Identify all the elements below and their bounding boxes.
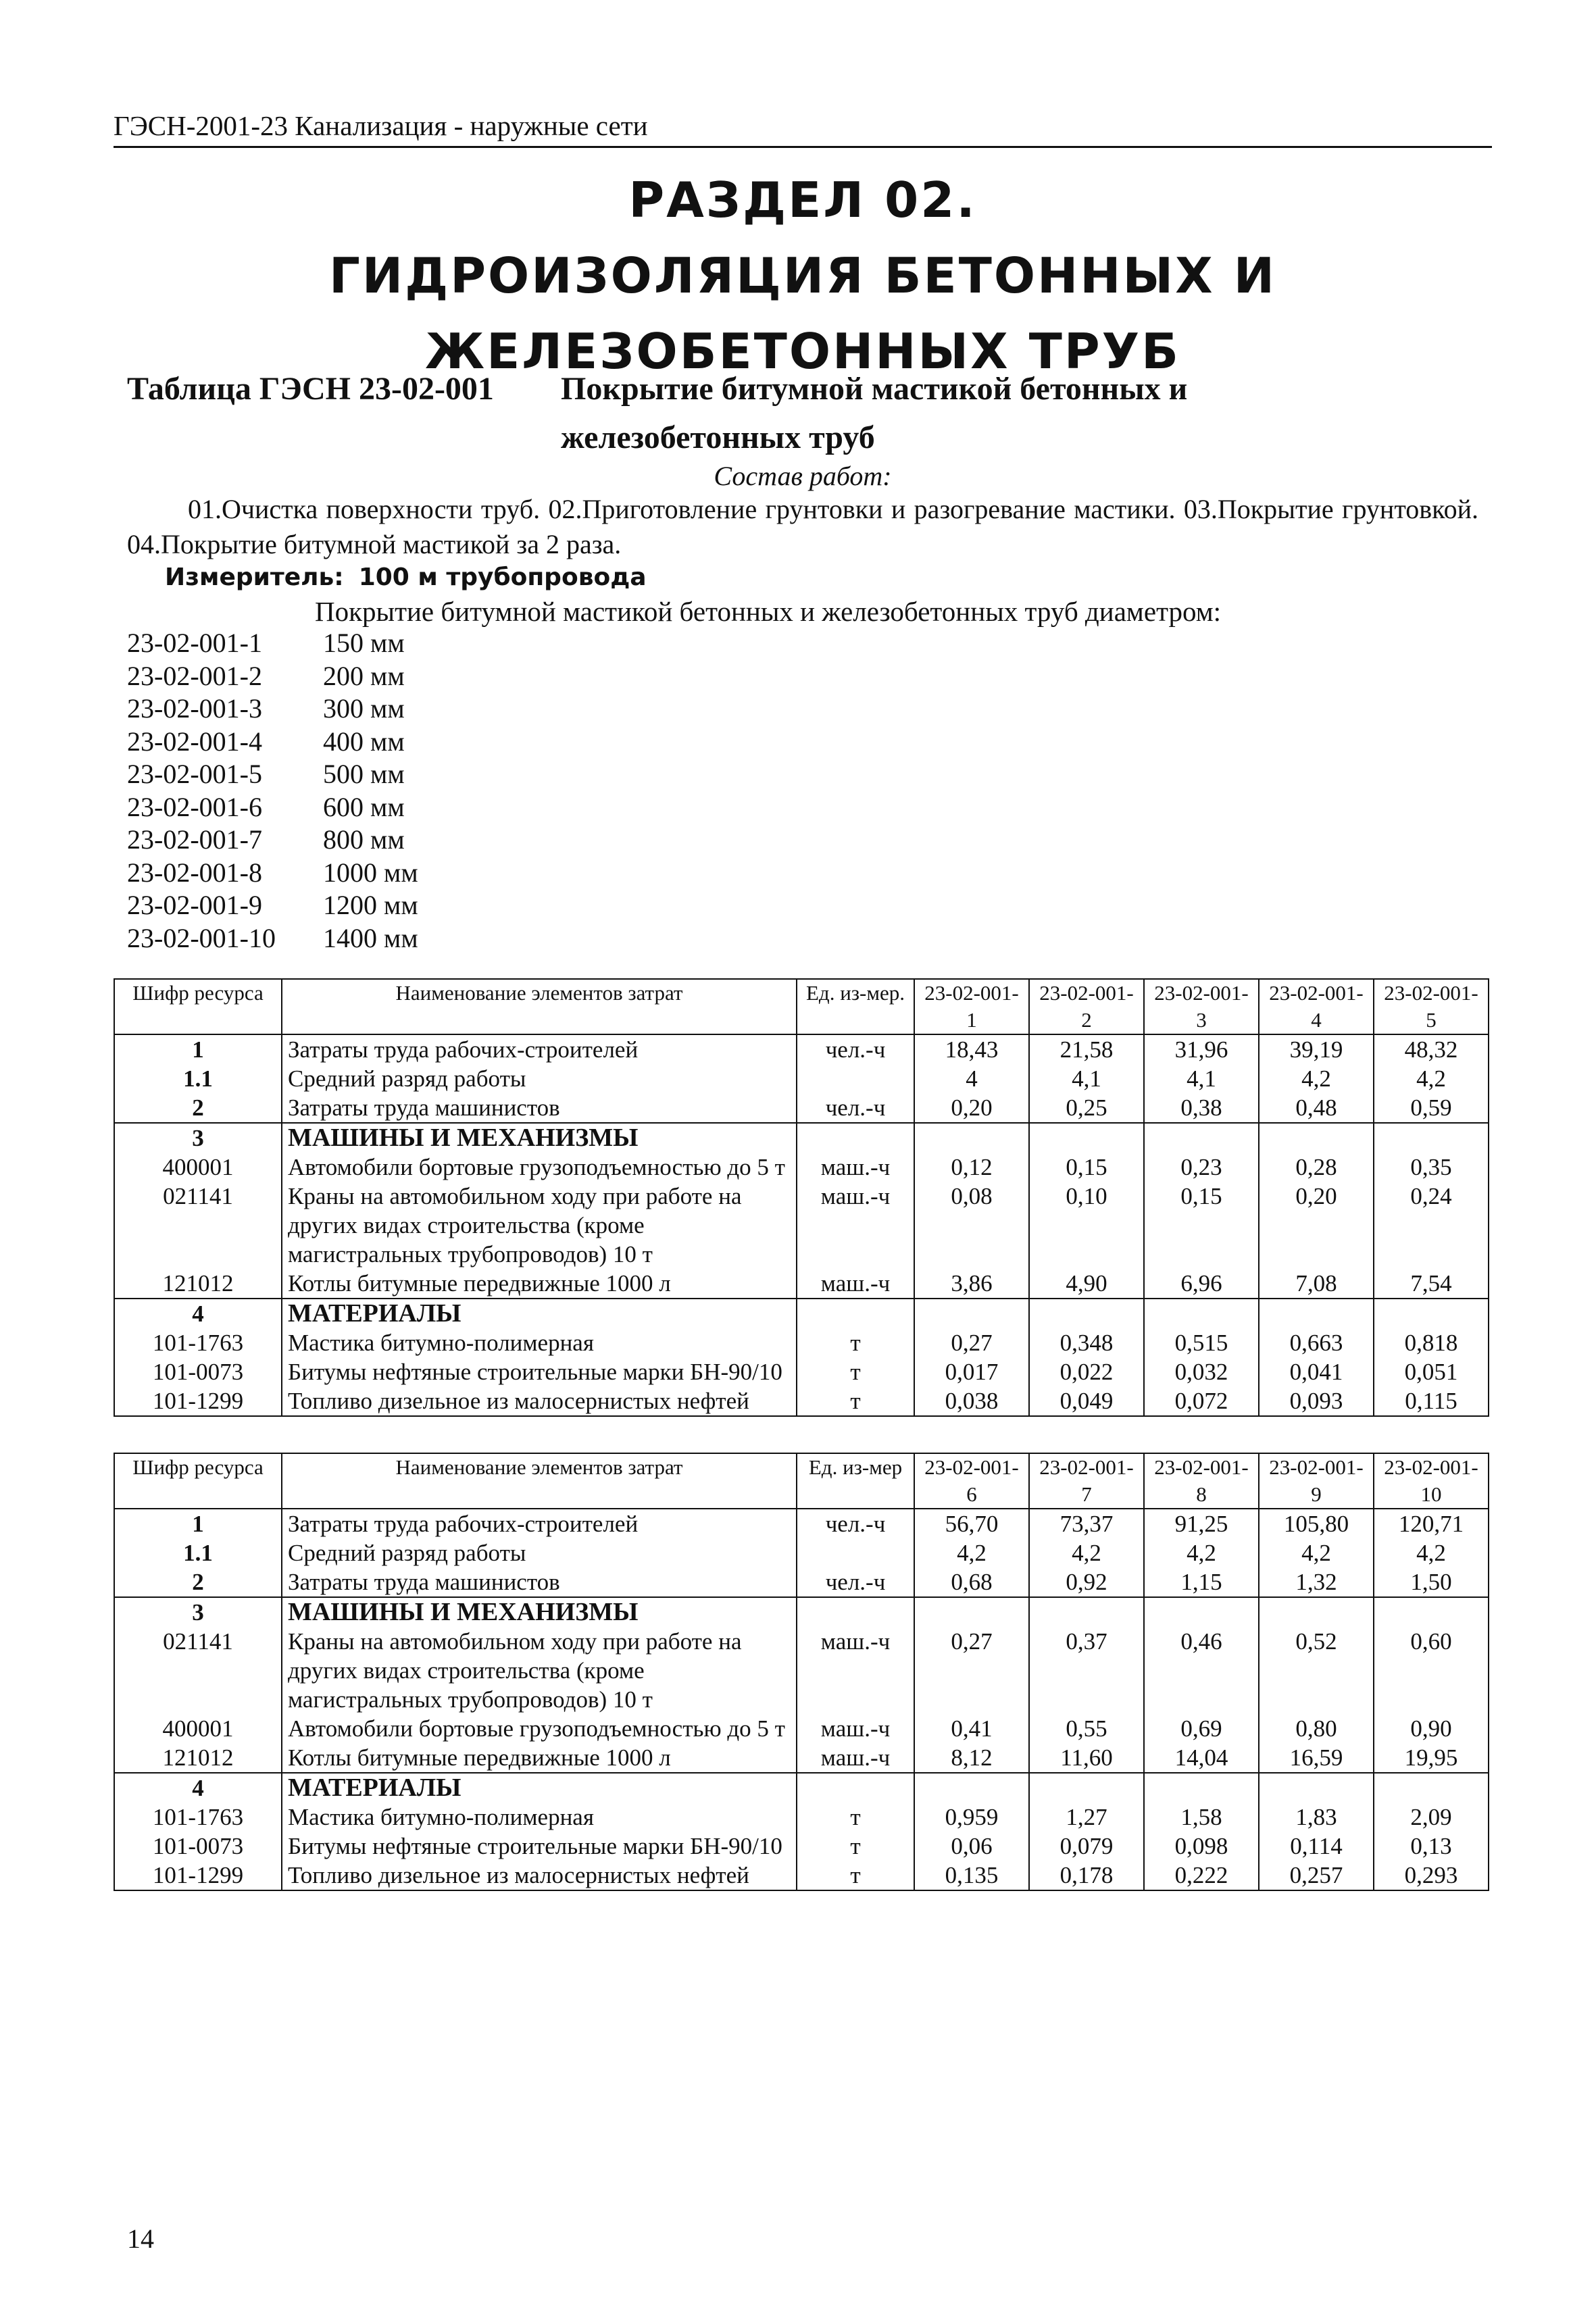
unit-of-measure: маш.-ч bbox=[797, 1182, 914, 1269]
table-row bbox=[114, 1627, 1489, 1714]
norm-value: 11,60 bbox=[1029, 1743, 1144, 1773]
norm-diameter: 150 мм bbox=[323, 628, 405, 658]
column-header: Наименование элементов затрат bbox=[282, 979, 797, 1034]
cost-element-name: МАШИНЫ И МЕХАНИЗМЫ bbox=[282, 1597, 797, 1627]
unit-of-measure bbox=[797, 1538, 914, 1567]
norm-value bbox=[1259, 1123, 1374, 1153]
table-row bbox=[114, 1743, 1489, 1773]
norm-value: 1,58 bbox=[1144, 1803, 1259, 1832]
norm-value: 0,222 bbox=[1144, 1861, 1259, 1890]
section-title-line: ГИДРОИЗОЛЯЦИЯ БЕТОННЫХ И bbox=[329, 247, 1276, 304]
unit-of-measure: т bbox=[797, 1357, 914, 1386]
norm-value: 105,80 bbox=[1259, 1509, 1374, 1538]
table-row bbox=[114, 1034, 1489, 1064]
norm-value: 0,24 bbox=[1374, 1182, 1489, 1269]
norm-value bbox=[1144, 1123, 1259, 1153]
resource-code: 4 bbox=[114, 1299, 282, 1328]
norm-value: 0,90 bbox=[1374, 1714, 1489, 1743]
norm-value bbox=[1029, 1597, 1144, 1627]
norm-value: 0,818 bbox=[1374, 1328, 1489, 1357]
norm-code: 23-02-001-9 bbox=[127, 890, 262, 920]
cost-element-name: Автомобили бортовые грузоподъемностью до 5 т bbox=[282, 1714, 797, 1743]
table-row bbox=[114, 1509, 1489, 1538]
cost-element-name: Затраты труда машинистов bbox=[282, 1567, 797, 1597]
cost-element-name: Средний разряд работы bbox=[282, 1064, 797, 1093]
unit-of-measure: маш.-ч bbox=[797, 1743, 914, 1773]
resource-code: 400001 bbox=[114, 1153, 282, 1182]
norm-value: 0,15 bbox=[1144, 1182, 1259, 1269]
table-row bbox=[114, 1861, 1489, 1890]
norm-value: 0,28 bbox=[1259, 1153, 1374, 1182]
norm-value bbox=[1259, 1299, 1374, 1328]
cost-element-name: Затраты труда машинистов bbox=[282, 1093, 797, 1123]
resource-table-1 bbox=[114, 978, 1489, 1417]
norm-value bbox=[1374, 1773, 1489, 1803]
norm-value: 0,038 bbox=[914, 1386, 1029, 1416]
resource-table-2 bbox=[114, 1453, 1489, 1891]
norm-value: 0,20 bbox=[1259, 1182, 1374, 1269]
composition-text: 01.Очистка поверхности труб. 02.Приготовление грунтовки и разогревание мастики. 03.Покрытие грунтовкой. 04.Покрытие битумной мастикой за 2 раза. bbox=[127, 494, 1478, 559]
running-header: ГЭСН-2001-23 Канализация - наружные сети bbox=[114, 108, 1492, 148]
section-title-line: РАЗДЕЛ 02. bbox=[628, 172, 977, 228]
unit-of-measure: т bbox=[797, 1386, 914, 1416]
norm-diameter: 500 мм bbox=[323, 759, 405, 789]
unit-of-measure bbox=[797, 1299, 914, 1328]
table-row bbox=[114, 1123, 1489, 1153]
column-header: 23-02-001-6 bbox=[914, 1453, 1029, 1509]
resource-code: 101-1763 bbox=[114, 1328, 282, 1357]
table-row bbox=[114, 1567, 1489, 1597]
norm-value: 0,48 bbox=[1259, 1093, 1374, 1123]
table-row bbox=[114, 1093, 1489, 1123]
norm-value: 6,96 bbox=[1144, 1269, 1259, 1299]
norm-diameter: 1200 мм bbox=[323, 890, 418, 920]
resource-code: 3 bbox=[114, 1597, 282, 1627]
norm-value: 0,27 bbox=[914, 1627, 1029, 1714]
norm-value bbox=[1259, 1773, 1374, 1803]
norm-value: 0,20 bbox=[914, 1093, 1029, 1123]
norm-value: 0,293 bbox=[1374, 1861, 1489, 1890]
norm-value: 0,10 bbox=[1029, 1182, 1144, 1269]
norm-value: 4,2 bbox=[1374, 1538, 1489, 1567]
column-header: 23-02-001-9 bbox=[1259, 1453, 1374, 1509]
norm-code: 23-02-001-5 bbox=[127, 759, 262, 789]
unit-of-measure: маш.-ч bbox=[797, 1627, 914, 1714]
table-row bbox=[114, 1386, 1489, 1416]
norm-code: 23-02-001-3 bbox=[127, 693, 262, 724]
cost-element-name: Затраты труда рабочих-строителей bbox=[282, 1034, 797, 1064]
resource-code: 1 bbox=[114, 1034, 282, 1064]
unit-of-measure bbox=[797, 1123, 914, 1153]
coverage-title: Покрытие битумной мастикой бетонных и железобетонных труб диаметром: bbox=[315, 596, 1222, 627]
unit-of-measure: т bbox=[797, 1803, 914, 1832]
cost-element-name: Топливо дизельное из малосернистых нефтей bbox=[282, 1386, 797, 1416]
meter-label: Измеритель: bbox=[165, 563, 344, 591]
norm-value: 4 bbox=[914, 1064, 1029, 1093]
norm-value: 0,38 bbox=[1144, 1093, 1259, 1123]
norm-value: 0,55 bbox=[1029, 1714, 1144, 1743]
unit-of-measure bbox=[797, 1773, 914, 1803]
norm-value bbox=[914, 1597, 1029, 1627]
norm-value: 0,27 bbox=[914, 1328, 1029, 1357]
unit-of-measure: маш.-ч bbox=[797, 1714, 914, 1743]
resource-code: 021141 bbox=[114, 1627, 282, 1714]
norm-diameter: 1400 мм bbox=[323, 922, 418, 953]
norm-code: 23-02-001-7 bbox=[127, 824, 262, 855]
unit-of-measure: т bbox=[797, 1832, 914, 1861]
resource-code: 021141 bbox=[114, 1182, 282, 1269]
norm-value bbox=[1144, 1299, 1259, 1328]
unit-of-measure bbox=[797, 1597, 914, 1627]
norm-value: 91,25 bbox=[1144, 1509, 1259, 1538]
column-header: 23-02-001-5 bbox=[1374, 979, 1489, 1034]
cost-element-name: Мастика битумно-полимерная bbox=[282, 1803, 797, 1832]
norm-diameter: 400 мм bbox=[323, 726, 405, 757]
norm-value: 4,1 bbox=[1029, 1064, 1144, 1093]
norm-value: 0,52 bbox=[1259, 1627, 1374, 1714]
norm-value: 21,58 bbox=[1029, 1034, 1144, 1064]
column-header: 23-02-001-4 bbox=[1259, 979, 1374, 1034]
norm-value bbox=[1029, 1299, 1144, 1328]
unit-of-measure: т bbox=[797, 1861, 914, 1890]
norm-value bbox=[1374, 1597, 1489, 1627]
norm-value bbox=[1029, 1773, 1144, 1803]
resource-code: 1 bbox=[114, 1509, 282, 1538]
norm-value: 0,079 bbox=[1029, 1832, 1144, 1861]
norm-value: 1,50 bbox=[1374, 1567, 1489, 1597]
resource-code: 101-1299 bbox=[114, 1386, 282, 1416]
resource-code: 101-0073 bbox=[114, 1357, 282, 1386]
norm-value: 0,37 bbox=[1029, 1627, 1144, 1714]
cost-element-name: Автомобили бортовые грузоподъемностью до 5 т bbox=[282, 1153, 797, 1182]
norm-value: 0,049 bbox=[1029, 1386, 1144, 1416]
column-header: 23-02-001-10 bbox=[1374, 1453, 1489, 1509]
unit-of-measure: т bbox=[797, 1328, 914, 1357]
norm-value: 0,098 bbox=[1144, 1832, 1259, 1861]
norm-value: 8,12 bbox=[914, 1743, 1029, 1773]
resource-code: 121012 bbox=[114, 1743, 282, 1773]
cost-element-name: Битумы нефтяные строительные марки БН-90/10 bbox=[282, 1357, 797, 1386]
norm-value: 0,08 bbox=[914, 1182, 1029, 1269]
table-row bbox=[114, 1538, 1489, 1567]
table-row bbox=[114, 1597, 1489, 1627]
resource-code: 4 bbox=[114, 1773, 282, 1803]
table-row bbox=[114, 1328, 1489, 1357]
section-title-line: ЖЕЛЕЗОБЕТОННЫХ ТРУБ bbox=[424, 323, 1180, 380]
norm-value: 48,32 bbox=[1374, 1034, 1489, 1064]
norm-value: 0,072 bbox=[1144, 1386, 1259, 1416]
norm-value: 0,60 bbox=[1374, 1627, 1489, 1714]
column-header: Наименование элементов затрат bbox=[282, 1453, 797, 1509]
column-header: 23-02-001-7 bbox=[1029, 1453, 1144, 1509]
norm-value: 18,43 bbox=[914, 1034, 1029, 1064]
norm-diameter: 200 мм bbox=[323, 660, 405, 691]
resource-code: 1.1 bbox=[114, 1538, 282, 1567]
unit-of-measure bbox=[797, 1064, 914, 1093]
norm-value: 19,95 bbox=[1374, 1743, 1489, 1773]
norm-diameter: 800 мм bbox=[323, 824, 405, 855]
table-row bbox=[114, 1064, 1489, 1093]
table-caption-title-line: железобетонных труб bbox=[561, 420, 875, 455]
norm-value: 0,022 bbox=[1029, 1357, 1144, 1386]
norm-value: 73,37 bbox=[1029, 1509, 1144, 1538]
norm-value bbox=[1144, 1597, 1259, 1627]
resource-code: 2 bbox=[114, 1093, 282, 1123]
norm-value: 0,25 bbox=[1029, 1093, 1144, 1123]
norm-value: 4,2 bbox=[1144, 1538, 1259, 1567]
cost-element-name: Краны на автомобильном ходу при работе на других видах строительства (кроме магистральных трубопроводов) 10 т bbox=[282, 1627, 797, 1714]
unit-of-measure: чел.-ч bbox=[797, 1093, 914, 1123]
norm-value: 14,04 bbox=[1144, 1743, 1259, 1773]
meter bbox=[165, 561, 662, 595]
column-header: Ед. из-мер bbox=[797, 1453, 914, 1509]
norm-value: 0,80 bbox=[1259, 1714, 1374, 1743]
table-row bbox=[114, 1357, 1489, 1386]
table-caption-label: Таблица ГЭСН 23-02-001 bbox=[127, 371, 494, 407]
norm-value: 4,2 bbox=[1259, 1064, 1374, 1093]
cost-element-name: МАШИНЫ И МЕХАНИЗМЫ bbox=[282, 1123, 797, 1153]
norm-value: 0,115 bbox=[1374, 1386, 1489, 1416]
resource-code: 101-0073 bbox=[114, 1832, 282, 1861]
norm-value: 0,178 bbox=[1029, 1861, 1144, 1890]
norm-value: 0,06 bbox=[914, 1832, 1029, 1861]
resource-code: 121012 bbox=[114, 1269, 282, 1299]
table-row bbox=[114, 1153, 1489, 1182]
norm-value: 2,09 bbox=[1374, 1803, 1489, 1832]
norm-value: 0,135 bbox=[914, 1861, 1029, 1890]
cost-element-name: Мастика битумно-полимерная bbox=[282, 1328, 797, 1357]
norm-value: 4,1 bbox=[1144, 1064, 1259, 1093]
cost-element-name: Затраты труда рабочих-строителей bbox=[282, 1509, 797, 1538]
norm-value bbox=[1259, 1597, 1374, 1627]
norm-value: 1,83 bbox=[1259, 1803, 1374, 1832]
norm-value: 0,257 bbox=[1259, 1861, 1374, 1890]
norm-code: 23-02-001-2 bbox=[127, 660, 262, 691]
norm-value: 0,017 bbox=[914, 1357, 1029, 1386]
norm-value: 0,15 bbox=[1029, 1153, 1144, 1182]
norm-value: 16,59 bbox=[1259, 1743, 1374, 1773]
norm-value bbox=[1374, 1299, 1489, 1328]
table-row bbox=[114, 1803, 1489, 1832]
norm-value: 0,69 bbox=[1144, 1714, 1259, 1743]
cost-element-name: Средний разряд работы bbox=[282, 1538, 797, 1567]
column-header: Шифр ресурса bbox=[114, 1453, 282, 1509]
norm-diameter: 600 мм bbox=[323, 791, 405, 822]
norm-code: 23-02-001-1 bbox=[127, 628, 262, 658]
cost-element-name: МАТЕРИАЛЫ bbox=[282, 1299, 797, 1328]
column-header: 23-02-001-2 bbox=[1029, 979, 1144, 1034]
norm-value: 0,59 bbox=[1374, 1093, 1489, 1123]
norm-value: 0,114 bbox=[1259, 1832, 1374, 1861]
norm-value bbox=[914, 1299, 1029, 1328]
column-header: Шифр ресурса bbox=[114, 979, 282, 1034]
table-caption-title-line: Покрытие битумной мастикой бетонных и bbox=[561, 371, 1188, 407]
norm-value: 31,96 bbox=[1144, 1034, 1259, 1064]
column-header: 23-02-001-8 bbox=[1144, 1453, 1259, 1509]
column-header: 23-02-001-3 bbox=[1144, 979, 1259, 1034]
norm-value bbox=[1029, 1123, 1144, 1153]
norm-value: 4,2 bbox=[1374, 1064, 1489, 1093]
resource-code: 1.1 bbox=[114, 1064, 282, 1093]
norm-value: 0,35 bbox=[1374, 1153, 1489, 1182]
table-row bbox=[114, 1182, 1489, 1269]
column-header: Ед. из-мер. bbox=[797, 979, 914, 1034]
norm-value: 56,70 bbox=[914, 1509, 1029, 1538]
norm-value: 1,32 bbox=[1259, 1567, 1374, 1597]
norm-code: 23-02-001-4 bbox=[127, 726, 262, 757]
table-row bbox=[114, 1299, 1489, 1328]
cost-element-name: Котлы битумные передвижные 1000 л bbox=[282, 1269, 797, 1299]
norm-value: 0,41 bbox=[914, 1714, 1029, 1743]
resource-code: 2 bbox=[114, 1567, 282, 1597]
table-row bbox=[114, 1269, 1489, 1299]
meter-value: 100 м трубопровода bbox=[358, 563, 647, 591]
table-row bbox=[114, 1832, 1489, 1861]
unit-of-measure: маш.-ч bbox=[797, 1269, 914, 1299]
norm-value bbox=[914, 1773, 1029, 1803]
norm-value: 7,54 bbox=[1374, 1269, 1489, 1299]
norm-value: 0,348 bbox=[1029, 1328, 1144, 1357]
norm-value: 120,71 bbox=[1374, 1509, 1489, 1538]
norm-value: 4,2 bbox=[914, 1538, 1029, 1567]
resource-code: 101-1299 bbox=[114, 1861, 282, 1890]
norm-value: 4,90 bbox=[1029, 1269, 1144, 1299]
unit-of-measure: чел.-ч bbox=[797, 1509, 914, 1538]
norm-value: 0,515 bbox=[1144, 1328, 1259, 1357]
column-header: 23-02-001-1 bbox=[914, 979, 1029, 1034]
page-number: 14 bbox=[127, 2223, 154, 2254]
norm-value: 0,051 bbox=[1374, 1357, 1489, 1386]
table-caption-title bbox=[561, 365, 1439, 462]
norm-code: 23-02-001-6 bbox=[127, 791, 262, 822]
unit-of-measure: чел.-ч bbox=[797, 1567, 914, 1597]
norm-value: 0,041 bbox=[1259, 1357, 1374, 1386]
norm-value bbox=[1374, 1123, 1489, 1153]
cost-element-name: Битумы нефтяные строительные марки БН-90/10 bbox=[282, 1832, 797, 1861]
norm-value bbox=[914, 1123, 1029, 1153]
norm-value: 0,92 bbox=[1029, 1567, 1144, 1597]
norm-value: 1,15 bbox=[1144, 1567, 1259, 1597]
norm-value: 0,093 bbox=[1259, 1386, 1374, 1416]
cost-element-name: Топливо дизельное из малосернистых нефтей bbox=[282, 1861, 797, 1890]
norm-value: 0,959 bbox=[914, 1803, 1029, 1832]
unit-of-measure: чел.-ч bbox=[797, 1034, 914, 1064]
table-row bbox=[114, 1773, 1489, 1803]
norm-value: 0,23 bbox=[1144, 1153, 1259, 1182]
norm-code: 23-02-001-10 bbox=[127, 922, 276, 953]
cost-element-name: Краны на автомобильном ходу при работе на других видах строительства (кроме магистральных трубопроводов) 10 т bbox=[282, 1182, 797, 1269]
norm-value: 4,2 bbox=[1029, 1538, 1144, 1567]
norm-code: 23-02-001-8 bbox=[127, 857, 262, 888]
norm-value: 0,12 bbox=[914, 1153, 1029, 1182]
norm-value: 7,08 bbox=[1259, 1269, 1374, 1299]
norm-value bbox=[1144, 1773, 1259, 1803]
composition-label: Состав работ: bbox=[714, 461, 892, 491]
norm-value: 0,68 bbox=[914, 1567, 1029, 1597]
resource-code: 3 bbox=[114, 1123, 282, 1153]
norm-value: 0,13 bbox=[1374, 1832, 1489, 1861]
norm-value: 0,032 bbox=[1144, 1357, 1259, 1386]
norm-value: 4,2 bbox=[1259, 1538, 1374, 1567]
norm-value: 39,19 bbox=[1259, 1034, 1374, 1064]
cost-element-name: Котлы битумные передвижные 1000 л bbox=[282, 1743, 797, 1773]
norm-value: 1,27 bbox=[1029, 1803, 1144, 1832]
norm-diameter: 300 мм bbox=[323, 693, 405, 724]
section-title bbox=[114, 162, 1492, 389]
norm-diameter: 1000 мм bbox=[323, 857, 418, 888]
unit-of-measure: маш.-ч bbox=[797, 1153, 914, 1182]
resource-code: 400001 bbox=[114, 1714, 282, 1743]
norm-value: 3,86 bbox=[914, 1269, 1029, 1299]
cost-element-name: МАТЕРИАЛЫ bbox=[282, 1773, 797, 1803]
norm-value: 0,663 bbox=[1259, 1328, 1374, 1357]
table-row bbox=[114, 1714, 1489, 1743]
norm-value: 0,46 bbox=[1144, 1627, 1259, 1714]
resource-code: 101-1763 bbox=[114, 1803, 282, 1832]
